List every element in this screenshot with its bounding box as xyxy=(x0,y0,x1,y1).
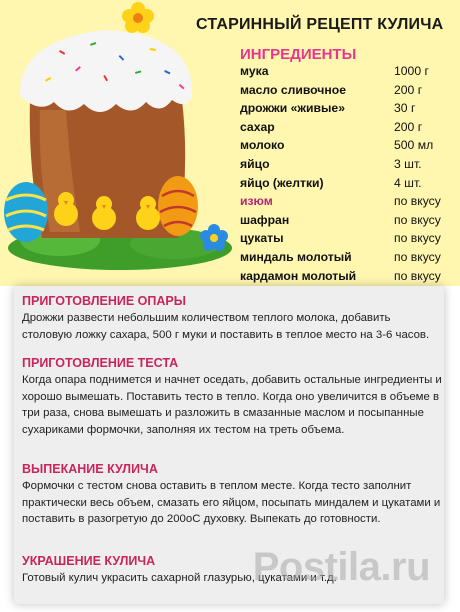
ingredient-name: дрожжи «живые» xyxy=(240,101,345,116)
ingredient-qty: по вкусу xyxy=(394,268,441,283)
ingredient-row xyxy=(240,231,452,250)
instructions-card xyxy=(14,286,444,604)
section-heading: ПРИГОТОВЛЕНИЕ ТЕСТА xyxy=(22,356,179,370)
blue-flower-icon xyxy=(200,224,228,251)
ingredient-name: масло сливочное xyxy=(240,82,346,97)
ingredient-qty: 30 г xyxy=(394,101,416,116)
ingredient-qty: по вкусу xyxy=(394,212,441,227)
ingredient-row xyxy=(240,269,452,288)
ingredients-list xyxy=(240,64,452,306)
ingredient-qty: 500 мл xyxy=(394,138,434,153)
section-heading: ВЫПЕКАНИЕ КУЛИЧА xyxy=(22,462,158,476)
watermark: Postila.ru xyxy=(252,545,430,589)
ingredient-row xyxy=(240,250,452,269)
ingredient-row xyxy=(240,120,452,139)
ingredient-row xyxy=(240,64,452,83)
ingredient-qty: по вкусу xyxy=(394,194,441,209)
section-text: Когда опара поднимется и начнет оседать, добавить остальные ингредиенты и хорошо вымешать. Поставить тесто в тепло. Когда оно увеличится в объеме в три раза, снова вымешать и разложить в смазанные маслом и посыпанные сухариками формочки, заполняя их тестом на треть объема. xyxy=(22,374,442,436)
ingredient-name: кардамон молотый xyxy=(240,268,357,283)
ingredient-name: миндаль молотый xyxy=(240,249,352,264)
ingredient-row xyxy=(240,83,452,102)
ingredient-row xyxy=(240,194,452,213)
ingredient-row xyxy=(240,176,452,195)
ingredient-name: яйцо (желтки) xyxy=(240,175,324,190)
ingredient-name: цукаты xyxy=(240,231,284,246)
ingredient-name: изюм xyxy=(240,194,273,209)
ingredient-name: сахар xyxy=(240,119,275,134)
ingredient-row xyxy=(240,213,452,232)
ingredient-row xyxy=(240,157,452,176)
ingredient-qty: по вкусу xyxy=(394,249,441,264)
section-heading: ПРИГОТОВЛЕНИЕ ОПАРЫ xyxy=(22,294,186,308)
ingredient-row xyxy=(240,101,452,120)
section-starter xyxy=(22,294,442,343)
section-baking xyxy=(22,462,442,528)
ingredient-qty: 4 шт. xyxy=(394,175,422,190)
flower-icon xyxy=(122,2,154,33)
page-title: СТАРИННЫЙ РЕЦЕПТ КУЛИЧА xyxy=(196,16,444,33)
ingredient-row xyxy=(240,138,452,157)
ingredient-qty: по вкусу xyxy=(394,231,441,246)
ingredient-qty: 200 г xyxy=(394,119,423,134)
ingredient-qty: 200 г xyxy=(394,82,423,97)
ingredient-qty: 1000 г xyxy=(394,64,429,78)
section-text: Готовый кулич украсить сахарной глазурью, цукатами и т.д. xyxy=(22,572,337,584)
ingredient-name: молоко xyxy=(240,138,285,153)
ingredient-name: шафран xyxy=(240,212,290,227)
section-dough xyxy=(22,356,442,438)
ingredient-name: яйцо xyxy=(240,156,270,171)
section-heading: УКРАШЕНИЕ КУЛИЧА xyxy=(22,554,156,568)
section-text: Формочки с тестом снова оставить в теплом месте. Когда тесто заполнит практически весь объем, смазать его яйцом, посыпать миндалем и цукатами и поставить в разогретую до 200оС духовку. Выпекать до готовности. xyxy=(22,480,441,526)
header-panel xyxy=(0,0,460,286)
ingredient-name: мука xyxy=(240,64,269,78)
section-text: Дрожжи развести небольшим количеством теплого молока, добавить столовую ложку сахара, 500 г муки и поставить в теплое место на 3-6 часов. xyxy=(22,312,430,341)
ingredient-qty: 3 шт. xyxy=(394,156,422,171)
ingredients-heading: ИНГРЕДИЕНТЫ xyxy=(240,46,357,63)
kulich-illustration xyxy=(0,0,240,286)
